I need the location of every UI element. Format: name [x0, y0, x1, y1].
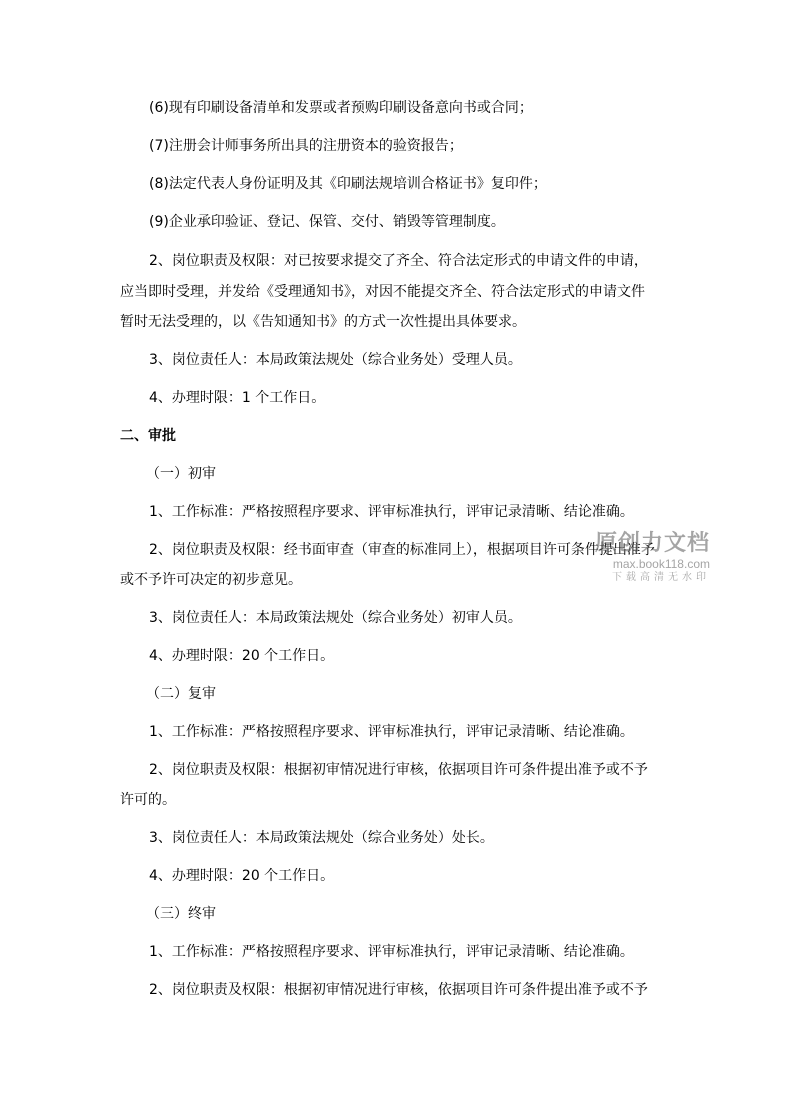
- text-line: 2、岗位职责及权限：经书面审查（审查的标准同上），根据项目许可条件提出准予: [149, 542, 655, 558]
- text-line: (6)现有印刷设备清单和发票或者预购印刷设备意向书或合同；: [149, 100, 533, 116]
- subsection-heading: （二）复审: [146, 686, 216, 702]
- text-line: 2、岗位职责及权限：对已按要求提交了齐全、符合法定形式的申请文件的申请，: [149, 253, 648, 269]
- text-line: 2、岗位职责及权限：根据初审情况进行审核，依据项目许可条件提出准予或不予: [149, 982, 648, 998]
- watermark-subtitle: 下载高清无水印: [612, 572, 710, 583]
- text-line: 4、办理时限：1 个工作日。: [149, 390, 326, 406]
- text-line: 或不予许可决定的初步意见。: [120, 572, 302, 588]
- text-line: 3、岗位责任人：本局政策法规处（综合业务处）初审人员。: [149, 610, 522, 626]
- text-line: 4、办理时限：20 个工作日。: [149, 648, 335, 664]
- section-heading: 二、审批: [120, 428, 176, 444]
- text-line: (7)注册会计师事务所出具的注册资本的验资报告；: [149, 138, 463, 154]
- text-line: (9)企业承印验证、登记、保管、交付、销毁等管理制度。: [149, 214, 505, 230]
- text-line: 3、岗位责任人：本局政策法规处（综合业务处）处长。: [149, 830, 494, 846]
- text-line: 应当即时受理，并发给《受理通知书》，对因不能提交齐全、符合法定形式的申请文件: [120, 284, 645, 300]
- text-line: 2、岗位职责及权限：根据初审情况进行审核，依据项目许可条件提出准予或不予: [149, 762, 648, 778]
- text-line: (8)法定代表人身份证明及其《印刷法规培训合格证书》复印件；: [149, 176, 547, 192]
- text-line: 暂时无法受理的，以《告知通知书》的方式一次性提出具体要求。: [120, 314, 526, 330]
- text-line: 3、岗位责任人：本局政策法规处（综合业务处）受理人员。: [149, 352, 522, 368]
- text-line: 1、工作标准：严格按照程序要求、评审标准执行，评审记录清晰、结论准确。: [149, 504, 634, 520]
- text-line: 1、工作标准：严格按照程序要求、评审标准执行，评审记录清晰、结论准确。: [149, 944, 634, 960]
- subsection-heading: （三）终审: [146, 906, 216, 922]
- watermark: [580, 531, 710, 585]
- subsection-heading: （一）初审: [146, 466, 216, 482]
- watermark-title: 原创力文档: [594, 531, 710, 556]
- text-line: 4、办理时限：20 个工作日。: [149, 868, 335, 884]
- text-line: 许可的。: [120, 792, 176, 808]
- watermark-url: max.book118.com: [612, 557, 710, 571]
- text-line: 1、工作标准：严格按照程序要求、评审标准执行，评审记录清晰、结论准确。: [149, 724, 634, 740]
